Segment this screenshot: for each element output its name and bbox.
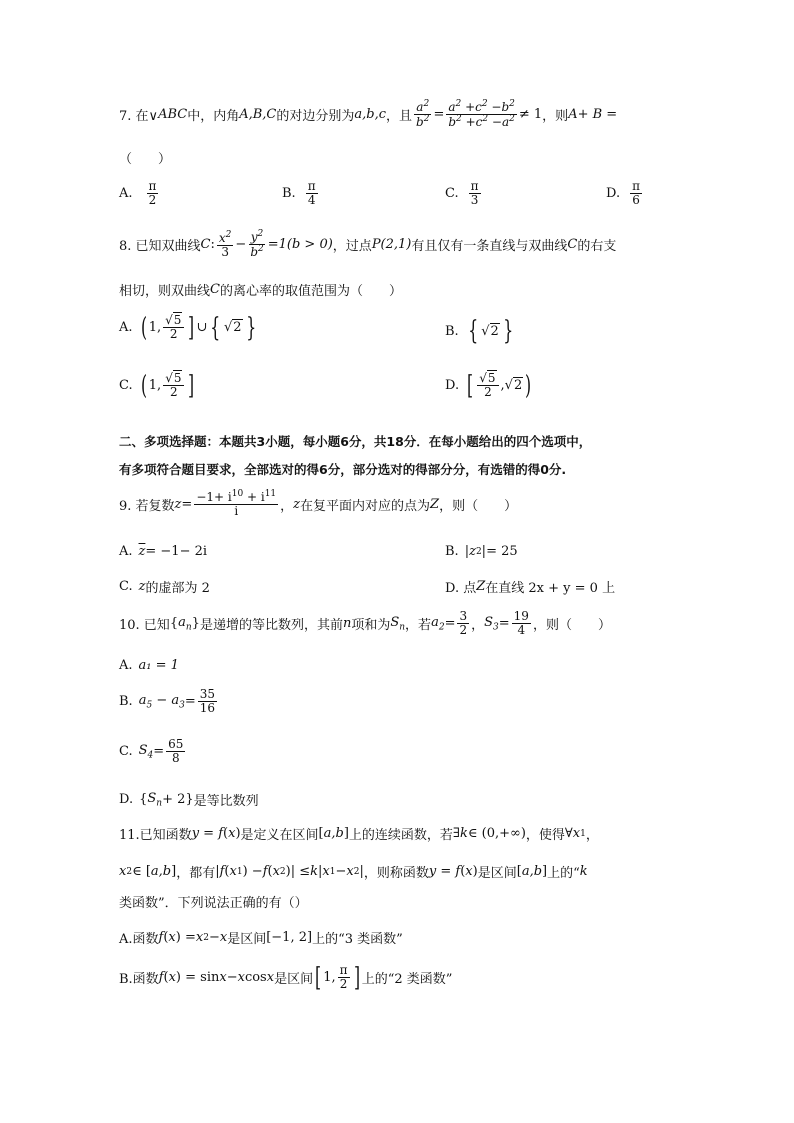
q7-option-b-num: π [307, 179, 316, 193]
section-2-text-1: 二、多项选择题：本题共3小题，每小题6分，共18分．在每小题给出的四个选项中， [119, 434, 592, 449]
q10-option-a-label: A. [119, 658, 133, 673]
q7-option-b[interactable] [282, 180, 320, 207]
q10-option-c[interactable]: C. $S_4$ = $\frac{65}{8}$ [119, 737, 184, 766]
q10-option-b-label: B. [119, 694, 133, 710]
q11-text-1b: 是定义在区间 [240, 828, 319, 843]
q11-text-2d: 上的“ [547, 866, 580, 881]
q9-option-c-value: 的虚部为 2 [145, 581, 210, 596]
q11-text-2c: 是区间 [477, 866, 517, 881]
q7-option-c[interactable] [445, 180, 483, 207]
q7-angles: A,B,C [239, 107, 277, 123]
q7-option-a[interactable] [119, 180, 160, 207]
q10-option-d[interactable]: D. { $S_n$ + 2} 是等比数列 [119, 790, 259, 809]
question-9: 9. 若复数 z = $\frac{-1+ i^{10} + i^{11}}{i}$ ， z 在复平面内对应的点为 Z ，则（ ） [119, 489, 518, 519]
q11-text-1d: ，使得 [525, 828, 565, 843]
q9-option-b-value: = 25 [486, 544, 518, 559]
q10-option-d-value: 是等比数列 [193, 794, 259, 809]
q10-prefix: 10. 已知 [119, 618, 170, 634]
q9-option-a-value: = −1− 2i [145, 544, 208, 559]
q11-text-2b: ，则称函数 [363, 866, 429, 881]
q9-prefix: 9. 若复数 [119, 498, 175, 514]
q8-condition: =1(b > 0) [267, 237, 333, 253]
q9-option-d[interactable]: D. 点 Z 在直线 2x + y = 0 上 [445, 579, 616, 596]
q10-text-3: ，若 [405, 618, 432, 634]
section-2-heading-line-2 [119, 460, 566, 478]
q10-text-4: ，则（ ） [532, 618, 611, 634]
q10-option-a[interactable] [119, 658, 179, 673]
q8-prefix: 8. 已知双曲线 [119, 239, 201, 255]
q10-text-2: 项和为 [351, 618, 391, 634]
q7-option-a-num: π [148, 179, 157, 193]
q11-option-b-prefix: B.函数 [119, 972, 159, 988]
q9-option-a[interactable]: A. $\overline{z}$ = −1− 2i [119, 544, 208, 559]
q8-text-1: ，过点 [332, 239, 372, 255]
q7-option-c-num: π [470, 179, 479, 193]
q11-option-b-suffix: 上的“2 类函数” [361, 972, 453, 988]
section-2-text-2: 有多项符合题目要求，全部选对的得6分，部分选对的得部分分，有选错的得0分. [119, 462, 567, 477]
q11-option-a-mid: 是区间 [227, 932, 267, 947]
q8-option-d-label: D. [445, 378, 460, 394]
q7-fraction-left: $\frac{a^2}{b^2}$ [416, 99, 430, 130]
q9-option-b[interactable]: B. | z 2 | = 25 [445, 544, 518, 559]
question-11-line-2: x 2 ∈ [ a,b ] ，都有 | f ( x 1 ) − f ( x 2 )| ≤ k | x 1 − x 2 | ，则称函数 y = f ( x ) 是区间 [ a,b ] 上的“ k [119, 864, 588, 881]
q7-sides: a,b,c [354, 107, 387, 123]
q9-option-a-label: A. [119, 544, 133, 559]
q11-text-2a: ，都有 [176, 866, 216, 881]
q11-option-a[interactable]: A.函数 f ( x ) = x 2 − x 是区间 [−1, 2] 上的“3 类函数” [119, 930, 403, 947]
q7-paren [119, 148, 171, 167]
q9-option-b-label: B. [445, 544, 459, 559]
q10-option-b[interactable]: B. $a_5 - a_3$ = $\frac{35}{16}$ [119, 687, 216, 716]
question-11-line-1: 11.已知函数 y = f ( x ) 是定义在区间 [ a,b ] 上的连续函数，若 ∃ k ∈ (0,+∞) ，使得 ∀ x 1 ， [119, 826, 599, 843]
q11-text-3: 类函数”．下列说法正确的有（） [119, 896, 308, 911]
q8-option-c[interactable]: C. ( 1, $\frac{√5}{2}$ ] [119, 370, 195, 401]
q9-option-d-value: 在直线 2x + y = 0 上 [485, 581, 616, 596]
q8-option-a[interactable]: A. ( 1, $\frac{√5}{2}$ ] ∪ { √2 } [119, 312, 256, 343]
q7-text-3: ，且 [386, 109, 413, 125]
q10-option-d-label: D. [119, 792, 134, 807]
q7-fraction-right: $\frac{a^2 +c^2 -b^2}{b^2 +c^2 -a^2}$ [448, 99, 515, 130]
q8-text-3: 的右支 [577, 239, 617, 255]
q11-text-1c: 上的连续函数，若 [348, 828, 453, 843]
q7-option-a-label: A. [119, 186, 133, 202]
q7-ask: A+ B = [568, 107, 618, 123]
q7-option-c-label: C. [445, 186, 459, 202]
q7-option-a-den: 2 [148, 193, 157, 208]
q8-text-2: 有且仅有一条直线与双曲线 [411, 239, 568, 255]
q11-option-b-mid: 是区间 [274, 972, 314, 988]
q9-option-c[interactable]: C. z 的虚部为 2 [119, 579, 210, 596]
question-8: 8. 已知双曲线 C : $\frac{x^2}{3}$ − $\frac{y^2}{b^2}$ =1(b > 0) ，过点 P(2,1) 有且仅有一条直线与双曲线 C 的右支 [119, 229, 617, 260]
q8-point: P(2,1) [371, 237, 412, 253]
q10-text-1: 是递增的等比数列，其前 [199, 618, 343, 634]
q7-option-d-den: 6 [632, 193, 640, 208]
q7-text-4: ，则 [542, 109, 569, 125]
q7-option-d-label: D. [606, 186, 621, 202]
q8-line2b: 的离心率的取值范围为（ ） [219, 284, 402, 299]
q7-option-b-den: 4 [307, 193, 316, 208]
q8-line2a: 相切，则双曲线 [119, 284, 211, 299]
q7-option-c-den: 3 [470, 193, 479, 208]
q7-text-2: 的对边分别为 [276, 109, 355, 125]
q7-text-1: 中，内角 [187, 109, 240, 125]
question-7: 7. 在∨ ABC 中，内角 A,B,C 的对边分别为 a,b,c ，且 $\frac{a^2}{b^2}$ = $\frac{a^2 +c^2 -b^2}{b^2 +c^2 -a^2}$ ≠ 1 ，则 A+ B = [119, 99, 618, 130]
q8-option-b[interactable]: B. { √2 } [445, 316, 514, 346]
q7-triangle: ABC [158, 107, 188, 123]
section-2-heading-line-1 [119, 432, 591, 450]
q11-option-a-prefix: A.函数 [119, 932, 159, 947]
q7-prefix: 7. 在∨ [119, 109, 159, 125]
question-10: 10. 已知 { $a_n$ } 是递增的等比数列，其前 n 项和为 $S_n$ ，若 $a_2$ = $\frac{3}{2}$ ， $S_3$ = $\frac{19}{4}$ ，则（ ） [119, 609, 611, 638]
q9-option-d-label: D. 点 [445, 581, 477, 596]
q8-option-a-label: A. [119, 320, 133, 336]
q7-option-d[interactable] [606, 180, 644, 207]
q9-text-1: 在复平面内对应的点为 [300, 498, 431, 514]
q11-text-1a: 11.已知函数 [119, 828, 192, 843]
q8-option-d[interactable]: D. [ $\frac{√5}{2}$ ,√2 ) [445, 370, 532, 401]
q8-option-c-label: C. [119, 378, 133, 394]
q7-paren-text: （ ） [119, 152, 172, 167]
q10-option-a-value: a₁ = 1 [138, 658, 179, 673]
q9-option-c-label: C. [119, 579, 133, 594]
question-11-line-3 [119, 892, 308, 911]
q11-option-a-suffix: 上的“3 类函数” [312, 932, 403, 947]
q8-line-2: 相切，则双曲线 C 的离心率的取值范围为（ ） [119, 282, 402, 299]
q9-text-2: ，则（ ） [439, 498, 518, 514]
q7-option-b-label: B. [282, 186, 296, 202]
q7-option-d-num: π [632, 179, 640, 193]
q8-option-b-label: B. [445, 323, 459, 339]
q11-option-b[interactable]: B.函数 f ( x ) = sin x − x cos x 是区间 [ 1, $\frac{\pi}{2}$ ] 上的“2 类函数” [119, 962, 453, 993]
q10-option-c-label: C. [119, 744, 133, 760]
